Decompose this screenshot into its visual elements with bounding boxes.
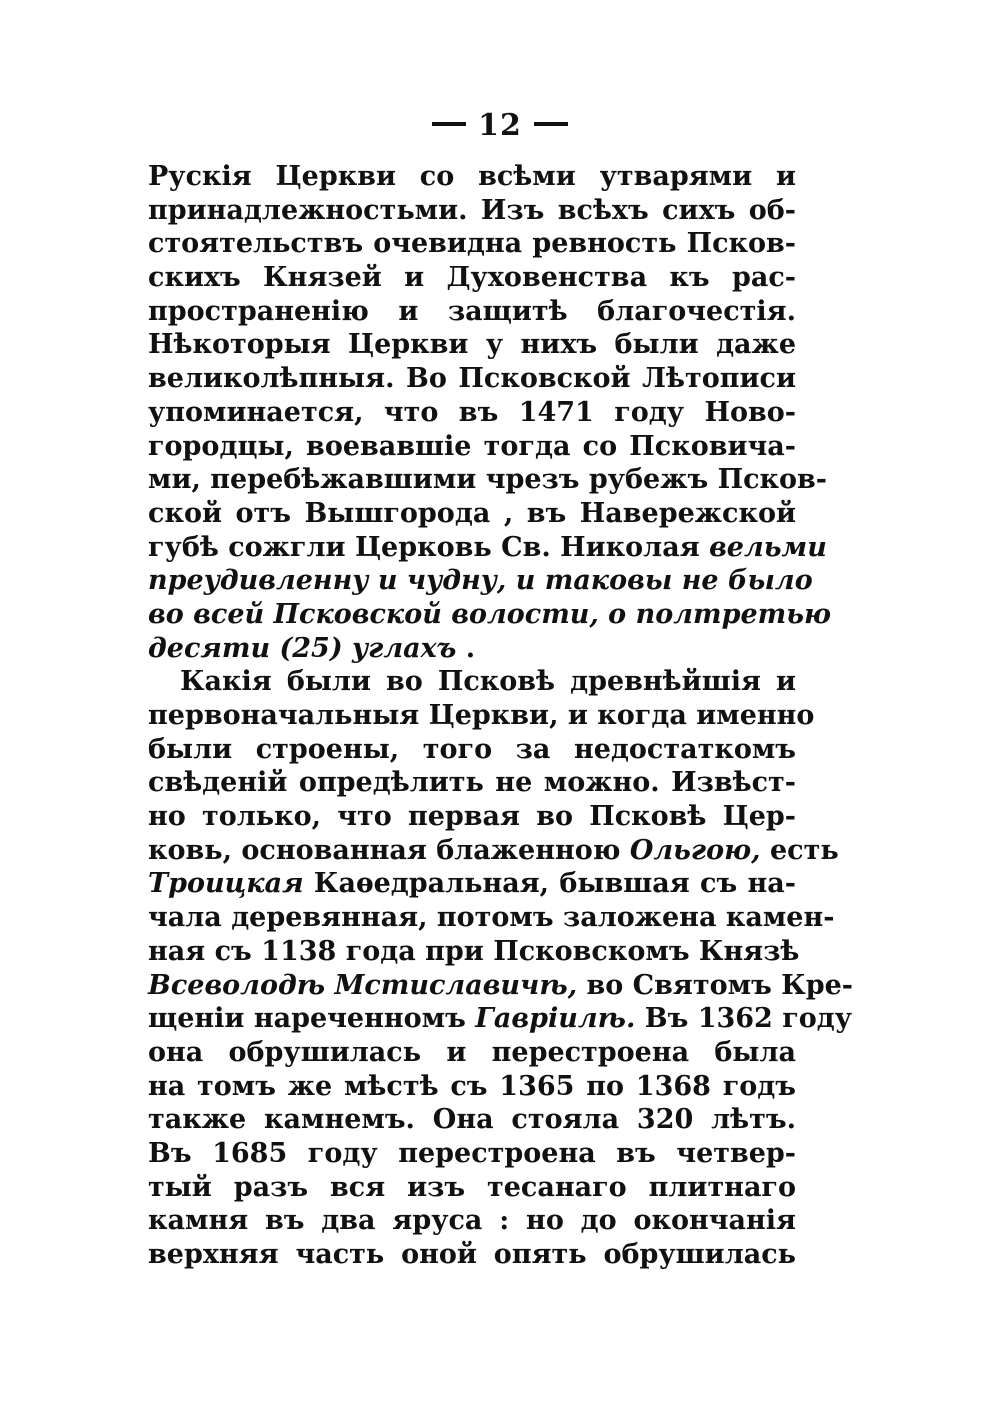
text-segment: камня въ два яруса : но до окончанія [148, 1205, 796, 1237]
text-segment: Рускія Церкви со всѣми утварями и [148, 161, 796, 192]
text-segment: первоначальныя Церкви, и когда именно [148, 700, 815, 731]
text-line [148, 733, 796, 767]
text-segment: ная съ 1138 года при Псковскомъ Князѣ [148, 935, 800, 967]
text-segment: верхняя часть оной опять обрушилась [148, 1239, 796, 1270]
text-segment: Какія были во Псковѣ древнѣйшія и [180, 666, 796, 698]
text-line [148, 800, 796, 834]
text-line [148, 531, 827, 565]
text-segment: пространенію и защитѣ благочестія. [148, 295, 796, 327]
text-line [148, 1070, 796, 1104]
text-segment: губѣ сожгли Церковь Св. Николая [148, 531, 710, 563]
page-number-header [0, 108, 1000, 143]
text-line [148, 328, 796, 362]
italic-text-segment: вельми [709, 531, 827, 563]
text-segment: ковь, основанная блаженною [148, 834, 630, 866]
text-segment: она обрушилась и перестроена была [148, 1036, 796, 1068]
text-line [148, 497, 796, 531]
text-segment: ми, перебѣжавшими чрезъ рубежъ Псков- [148, 464, 828, 496]
text-segment: Въ 1362 году [635, 1003, 853, 1035]
text-line [148, 632, 796, 666]
body-text [148, 160, 854, 1272]
text-line [148, 1171, 796, 1205]
text-segment: Каѳедральная, бывшая съ на- [303, 868, 796, 900]
text-segment: есть [760, 834, 839, 866]
text-segment: щеніи нареченномъ [148, 1003, 476, 1035]
text-segment: ской отъ Вышгорода , въ Навережской [148, 497, 796, 529]
text-segment: были строены, того за недостаткомъ [148, 733, 796, 765]
text-line [148, 1137, 796, 1171]
italic-text-segment: Гавріилѣ. [475, 1003, 636, 1035]
text-line [148, 261, 796, 295]
text-segment: во Святомъ Кре- [577, 969, 854, 1001]
text-segment: на томъ же мѣстѣ съ 1365 по 1368 годъ [148, 1070, 796, 1102]
text-segment: но только, что первая во Псковѣ Цер- [148, 801, 796, 833]
text-line [148, 396, 796, 430]
text-line [148, 194, 796, 228]
text-segment: . [456, 632, 476, 664]
text-segment: свѣденій опредѣлить не можно. Извѣст- [148, 767, 796, 799]
italic-text-segment: во всей Псковской волости, о полтретью [148, 598, 832, 630]
dash-right-rule [534, 122, 568, 126]
text-segment: чала деревянная, потомъ заложена камен- [148, 902, 835, 934]
text-segment: скихъ Князей и Духовенства къ рас- [148, 262, 796, 294]
text-segment: великолѣпныя. Во Псковской Лѣтописи [148, 363, 796, 395]
text-line [148, 969, 854, 1003]
text-segment: принадлежностьми. Изъ всѣхъ сихъ об- [148, 194, 796, 226]
text-segment: стоятельствъ очевидна ревность Псков- [148, 228, 796, 260]
text-segment: городцы, воевавшіе тогда со Псковича- [148, 430, 796, 462]
text-line [148, 1002, 853, 1036]
text-line [148, 901, 835, 935]
text-line [148, 160, 796, 194]
text-line [148, 699, 815, 733]
text-line [148, 463, 828, 497]
italic-text-segment: десяти (25) углахъ [148, 632, 457, 664]
text-line [148, 1238, 796, 1272]
text-segment: упоминается, что въ 1471 году Ново- [148, 396, 796, 428]
text-line [148, 1036, 796, 1070]
page-number: 12 [478, 108, 522, 143]
text-line [148, 1204, 796, 1238]
text-line [148, 766, 796, 800]
text-line [148, 867, 796, 901]
italic-text-segment: преудивленну и чудну, и таковы не было [148, 565, 813, 597]
text-line [148, 564, 813, 598]
dash-left-rule [432, 122, 466, 126]
text-line [148, 665, 796, 699]
text-line [148, 362, 796, 396]
italic-text-segment: Ольгою, [629, 834, 761, 866]
italic-text-segment: Всеволодѣ Мстиславичѣ, [148, 969, 578, 1001]
text-line [148, 227, 796, 261]
text-line [148, 1103, 796, 1137]
italic-text-segment: Троицкая [148, 868, 304, 900]
text-segment: Нѣкоторыя Церкви у нихъ были даже [148, 329, 796, 361]
text-line [148, 430, 796, 464]
text-segment: тый разъ вся изъ тесанаго плитнаго [148, 1171, 796, 1203]
text-segment: Въ 1685 году перестроена въ четвер- [148, 1137, 796, 1169]
text-line [148, 598, 832, 632]
text-segment: также камнемъ. Она стояла 320 лѣтъ. [148, 1104, 796, 1136]
text-line [148, 935, 800, 969]
text-line [148, 295, 796, 329]
text-line [148, 834, 839, 868]
